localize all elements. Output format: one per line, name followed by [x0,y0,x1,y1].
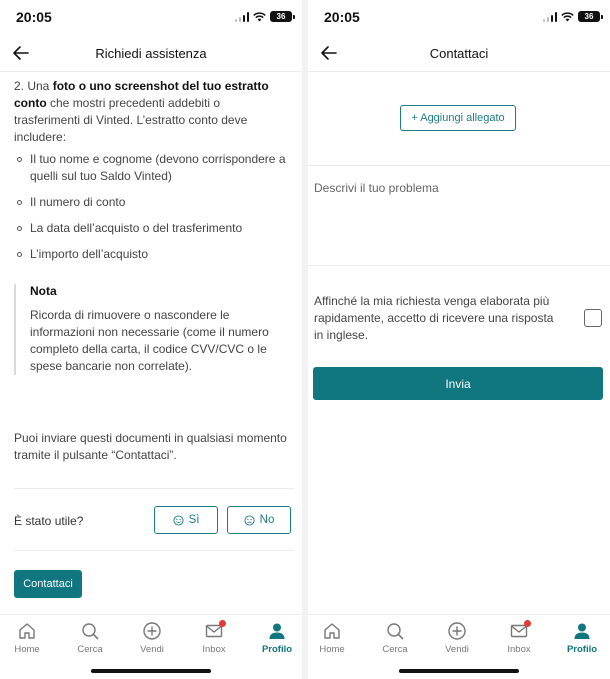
search-icon [385,621,405,641]
home-indicator [91,669,211,673]
list-item: L’importo dell’acquisto [14,246,286,263]
profile-icon [572,621,592,641]
plus-circle-icon [142,621,162,641]
nav-header [308,36,610,72]
note-text: Ricorda di rimuovere o nascondere le informazioni non necessarie (come il numero completo della carta, il codice CVV/CVC o le spese bancarie non correlate). [30,308,269,373]
status-bar [308,0,610,36]
home-indicator [399,669,519,673]
tab-inbox[interactable]: Inbox [489,621,549,655]
notification-dot [219,620,226,627]
divider [308,265,610,266]
requirements-list [14,151,286,272]
nav-header [0,36,302,72]
step-2-text: 2. Una foto o uno screenshot del tuo estratto conto che mostri precedenti addebiti o trasferimenti di Vinted. L’estratto conto deve includere: [14,79,269,144]
search-icon [80,621,100,641]
screen-contattaci [308,0,610,679]
list-item: Il numero di conto [14,194,286,211]
tab-bar [0,614,302,679]
tab-sell[interactable]: Vendi [427,621,487,655]
status-time: 20:05 [16,9,52,25]
cellular-signal-icon [543,12,558,22]
notification-dot [524,620,531,627]
bullet-icon [17,226,22,231]
wifi-icon [253,12,266,22]
english-consent-text: Affinché la mia richiesta venga elaborata più rapidamente, accetto di ricevere una risposta in inglese. [314,294,554,342]
note-title: Nota [30,284,57,298]
home-icon [322,621,342,641]
tab-inbox[interactable]: Inbox [184,621,244,655]
tab-search[interactable]: Cerca [60,621,120,655]
note-box [14,284,286,375]
smile-icon [173,515,184,526]
list-item: Il tuo nome e cognome (devono corrispondere a quelli sul tuo Saldo Vinted) [14,151,286,185]
wifi-icon [561,12,574,22]
bullet-icon [17,157,22,162]
divider [14,488,294,489]
battery-icon: 36 [270,11,292,22]
tab-profile[interactable]: Profilo [247,621,302,655]
tab-search[interactable]: Cerca [365,621,425,655]
page-title: Contattaci [429,46,489,61]
bullet-icon [17,252,22,257]
battery-icon: 36 [578,11,600,22]
list-item: La data dell’acquisto o del trasferimento [14,220,286,237]
tab-bar [308,614,610,679]
screen-richiedi-assistenza [0,0,302,679]
divider [308,165,610,166]
tab-profile[interactable]: Profilo [552,621,610,655]
home-icon [17,621,37,641]
feedback-yes-button[interactable]: Sì [154,506,218,534]
tab-home[interactable]: Home [0,621,57,655]
feedback-question: È stato utile? [14,514,84,528]
tab-home[interactable]: Home [308,621,362,655]
cellular-signal-icon [235,12,250,22]
feedback-no-button[interactable]: No [227,506,291,534]
bullet-icon [17,200,22,205]
page-title: Richiedi assistenza [95,46,207,61]
status-bar [0,0,302,36]
divider [14,550,294,551]
profile-icon [267,621,287,641]
plus-circle-icon [447,621,467,641]
problem-description-input[interactable]: Descrivi il tuo problema [314,181,439,195]
frown-icon [244,515,255,526]
add-attachment-button[interactable]: + Aggiungi allegato [400,105,516,131]
send-button[interactable]: Invia [313,367,603,400]
english-consent-checkbox[interactable] [584,309,602,327]
contact-us-button[interactable]: Contattaci [14,570,82,598]
status-time: 20:05 [324,9,360,25]
tab-sell[interactable]: Vendi [122,621,182,655]
closing-text: Puoi inviare questi documenti in qualsiasi momento tramite il pulsante “Contattaci”. [14,431,287,462]
